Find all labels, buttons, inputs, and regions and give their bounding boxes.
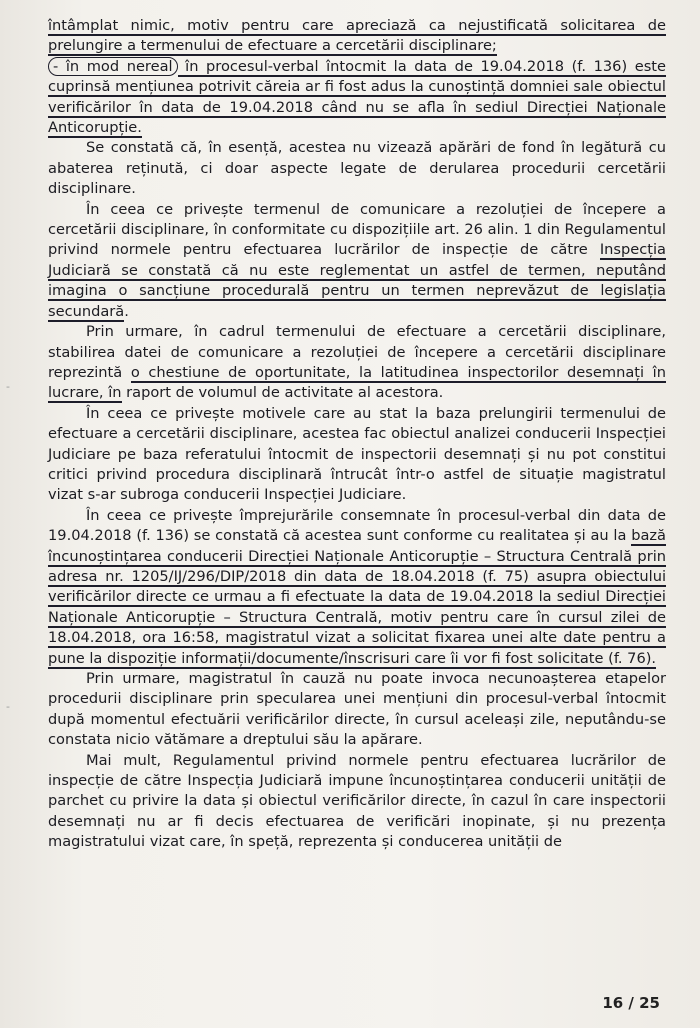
body-text xyxy=(48,16,666,853)
text-segment: Prin urmare, în cadrul termenului de efectuare a cercetării disciplinare, stabilirea datei de comunicare a rezoluției de începere a cercetării disciplinare reprezintă xyxy=(48,323,666,381)
paragraph xyxy=(48,669,666,751)
underlined-text: o chestiune de oportunitate, la latitudinea inspectorilor desemnați în lucrare, în xyxy=(48,363,666,402)
text-segment: Mai mult, Regulamentul privind normele pentru efectuarea lucrărilor de inspecție de către Inspecția Judiciară impune încunoștințarea conducerii unității de parchet cu privire la data și obiectul verificărilor directe, în cazul în care inspectorii desemnați nu ar fi decis efectuarea de verificări inopinate, și nu prezența magistratului vizat care, în speță, reprezenta și conducerea unității de xyxy=(48,751,666,851)
text-segment: Prin urmare, magistratul în cauză nu poate invoca necunoașterea etapelor procedurii disciplinare prin specularea unei mențiuni din procesul-verbal întocmit după momentul efectuării verificărilor directe, în cursul aceleași zile, neputându-se constata nicio vătămare a dreptului său la apărare. xyxy=(48,670,666,749)
underlined-text: bază încunoștințarea conducerii Direcției Naționale Anticorupție – Structura Centrală prin adresa nr. 1205/IJ/296/DIP/2018 din data de 18.04.2018 (f. 75) asupra obiectului verificărilor directe ce urmau a fi efectuate la data de 19.04.2018 la sediul Direcției Naționale Anticorupție – Structura Centrală, motiv pentru care în cursul zilei de 18.04.2018, ora 16:58, magistratul vizat a solicitat fixarea unei alte date pentru a pune la dispoziție informații/documente/înscrisuri care îi vor fi fost solicitate (f. 76). xyxy=(48,527,666,667)
text-segment: Se constată că, în esență, acestea nu vizează apărări de fond în legătură cu abaterea reținută, ci doar aspecte legate de derularea procedurii cercetării disciplinare. xyxy=(48,139,666,198)
paragraph xyxy=(48,404,666,506)
paragraph xyxy=(48,16,666,57)
paragraph xyxy=(48,751,666,853)
underlined-text: în procesul-verbal întocmit la data de 19.04.2018 (f. 136) este cuprinsă mențiunea potrivit căreia ar fi fost adus la cunoștință domniei sale obiectul verificărilor în data de 19.04.2018 când nu se afla în sediul Direcției Naționale Anticorupție. xyxy=(48,57,666,137)
margin-mark: - xyxy=(6,700,10,713)
underlined-text: - în mod nereal xyxy=(48,57,178,76)
underlined-text: Inspecția Judiciară se constată că nu este reglementat un astfel de termen, neputând imagina o sancțiune procedurală pentru un termen neprevăzut de legislația secundară xyxy=(48,241,666,320)
text-segment: raport de volumul de activitate al acestora. xyxy=(121,384,444,402)
underlined-text: întâmplat nimic, motiv pentru care apreciază ca nejustificată solicitarea de prelungire a termenului de efectuare a cercetării disciplinare; xyxy=(48,17,666,55)
text-segment: . xyxy=(124,302,129,320)
paragraph xyxy=(48,200,666,322)
paragraph xyxy=(48,506,666,669)
text-segment: În ceea ce privește împrejurările consemnate în procesul-verbal din data de 19.04.2018 (f. 136) se constată că acestea sunt conforme cu realitatea și au la xyxy=(48,506,666,545)
paragraph xyxy=(48,322,666,404)
text-segment: În ceea ce privește motivele care au stat la baza prelungirii termenului de efectuare a cercetării disciplinare, acestea fac obiectul analizei conducerii Inspecției Judiciare pe baza referatului întocmit de inspectorii desemnați și nu pot constitui critici privind procedura disciplinară întrucât într-o astfel de situație magistratul vizat s-ar subroga conducerii Inspecției Judiciare. xyxy=(48,404,666,504)
paragraph xyxy=(48,138,666,199)
text-segment: În ceea ce privește termenul de comunicare a rezoluției de începere a cercetării disciplinare, în conformitate cu dispozițiile art. 26 alin. 1 din Regulamentul privind normele pentru efectuarea lucrărilor de inspecție de către xyxy=(48,200,666,259)
page-number: 16 / 25 xyxy=(602,994,660,1012)
margin-mark: - xyxy=(6,380,10,393)
paragraph xyxy=(48,57,666,139)
